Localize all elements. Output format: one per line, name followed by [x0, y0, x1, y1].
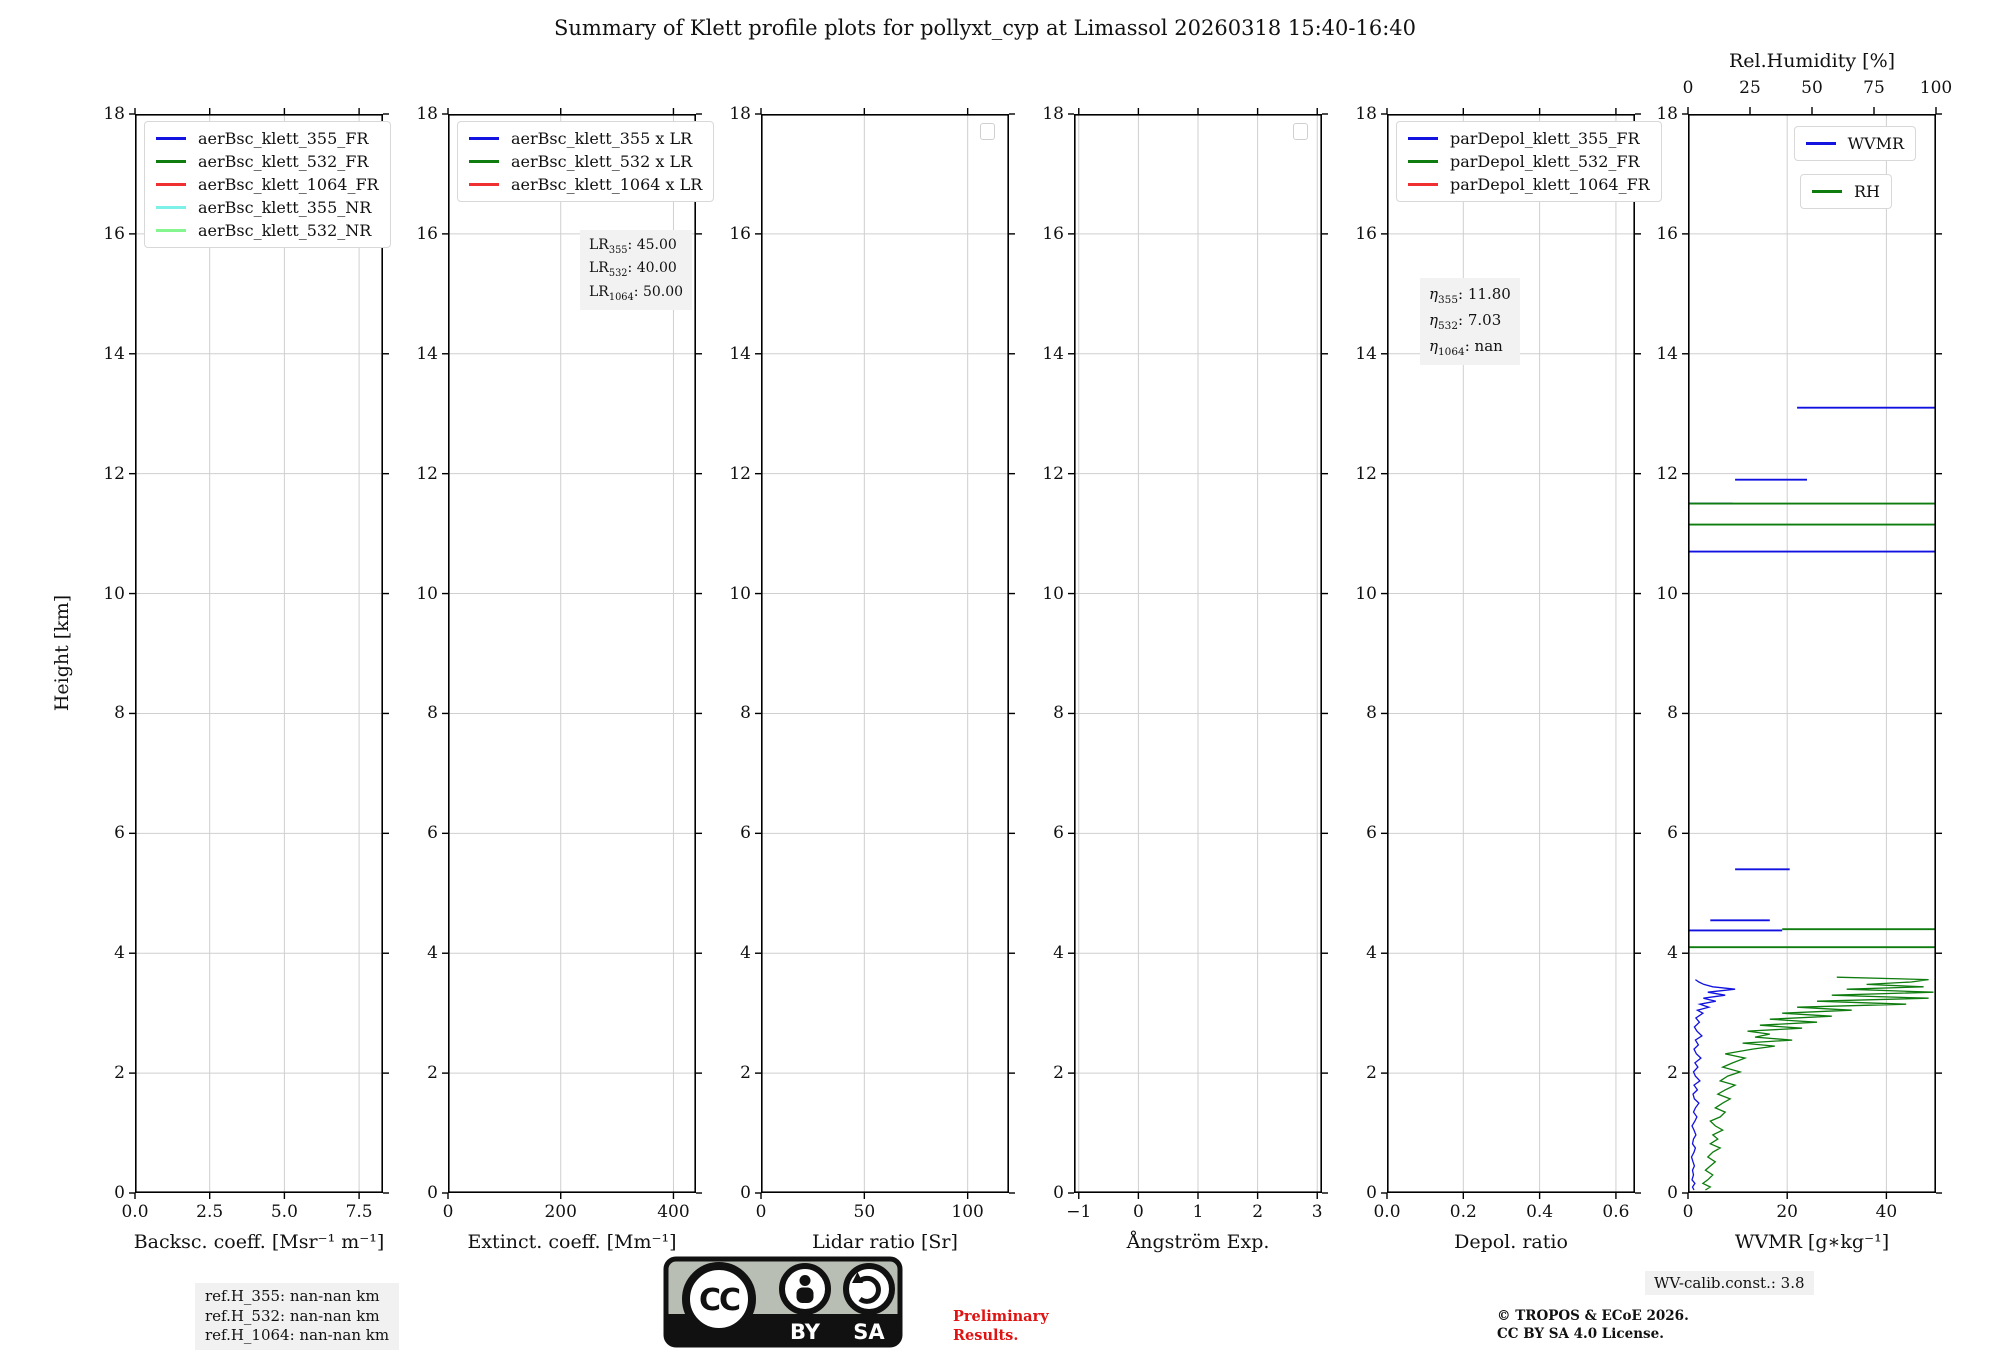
legend-item: [156, 152, 379, 171]
y-tick-label: 10: [103, 583, 125, 604]
series-line-wvmr: [1692, 980, 1736, 1190]
x-tick-label: 50: [853, 1202, 876, 1222]
y-tick-label: 0: [740, 1183, 751, 1203]
y-tick-label: 18: [416, 104, 438, 124]
legend-item: [1812, 182, 1880, 201]
copyright-line-2: CC BY SA 4.0 License.: [1497, 1325, 1664, 1342]
legend-label: WVMR: [1847, 134, 1904, 153]
legend-label: aerBsc_klett_355 x LR: [511, 129, 693, 148]
y-tick-label: 8: [427, 703, 438, 724]
y-tick-label: 0: [1366, 1183, 1377, 1203]
legend-item: [156, 175, 379, 194]
legend-box: [1800, 174, 1892, 209]
x-tick-label: 2: [1252, 1202, 1264, 1222]
y-tick-label: 4: [427, 943, 438, 964]
y-tick-label: 18: [1355, 104, 1377, 124]
legend-label: parDepol_klett_1064_FR: [1450, 175, 1650, 194]
y-tick-label: 10: [1355, 583, 1377, 604]
top-tick-label: 75: [1863, 78, 1885, 98]
x-axis-label-lidar_ratio: Lidar ratio [Sr]: [812, 1231, 958, 1253]
x-tick-label: 20: [1776, 1202, 1799, 1222]
ref-h-355: ref.H_355: nan-nan km: [205, 1287, 380, 1305]
x-tick-label: 400: [657, 1202, 690, 1222]
y-tick-label: 18: [1042, 104, 1064, 124]
top-tick-label: 0: [1682, 78, 1694, 98]
y-tick-label: 16: [416, 223, 438, 244]
y-tick-label: 14: [729, 343, 751, 364]
x-tick-label: 0: [1682, 1202, 1694, 1222]
y-tick-label: 2: [1366, 1063, 1377, 1084]
legend-label: RH: [1854, 182, 1880, 201]
x-tick-label: 2.5: [196, 1202, 224, 1222]
legend-item: [1408, 175, 1650, 194]
y-tick-label: 12: [416, 463, 438, 484]
y-tick-label: 0: [1667, 1183, 1678, 1203]
legend-box: [457, 121, 714, 202]
y-tick-label: 10: [1042, 583, 1064, 604]
x-tick-label: 200: [544, 1202, 577, 1222]
subplot-depol: [1355, 104, 1650, 1253]
x-axis-label-wvmr: WVMR [g∗kg⁻¹]: [1734, 1231, 1890, 1253]
copyright-line-1: © TROPOS & ECoE 2026.: [1497, 1308, 1689, 1324]
x-tick-label: 0.4: [1526, 1202, 1554, 1222]
subplot-extinction: [416, 104, 703, 1253]
ref-h-532: ref.H_532: nan-nan km: [205, 1306, 380, 1325]
legend-box: [1396, 121, 1662, 202]
x-tick-label: 0.6: [1602, 1202, 1630, 1222]
height-axis-label: Height [km]: [51, 594, 73, 712]
preliminary-line-2: Results.: [953, 1326, 1019, 1344]
figure-title: Summary of Klett profile plots for pollyxt_cyp at Limassol 20260318 15:40-16:40: [553, 16, 1417, 40]
y-tick-label: 18: [103, 104, 125, 124]
legend-line-swatch: [156, 160, 186, 163]
y-tick-label: 14: [1042, 343, 1064, 364]
legend-label: parDepol_klett_355_FR: [1450, 129, 1640, 148]
by-text: BY: [789, 1320, 821, 1344]
legend-label: parDepol_klett_532_FR: [1450, 152, 1640, 171]
annotation-line: $\eta_{355}$: 11.80: [1429, 285, 1511, 306]
x-tick-label: 0.2: [1449, 1202, 1477, 1222]
empty-legend-box: [980, 123, 995, 140]
legend-label: aerBsc_klett_532_NR: [198, 221, 372, 240]
x-axis-label-angstrom: Ångström Exp.: [1126, 1231, 1270, 1253]
legend-line-swatch: [1408, 160, 1438, 163]
y-tick-label: 0: [1053, 1183, 1064, 1203]
y-tick-label: 8: [114, 703, 125, 724]
x-tick-label: 100: [951, 1202, 984, 1222]
legend-line-swatch: [156, 229, 186, 232]
legend-line-swatch: [469, 137, 499, 140]
y-tick-label: 8: [1366, 703, 1377, 724]
y-tick-label: 12: [103, 463, 125, 484]
y-tick-label: 16: [1355, 223, 1377, 244]
sa-text: SA: [853, 1320, 885, 1344]
person-body: [797, 1288, 814, 1304]
preliminary-results-note: [953, 1308, 1049, 1346]
legend-line-swatch: [1408, 137, 1438, 140]
y-tick-label: 2: [427, 1063, 438, 1084]
y-tick-label: 6: [1667, 823, 1678, 844]
y-tick-label: 2: [114, 1063, 125, 1084]
y-tick-label: 6: [1366, 823, 1377, 844]
x-tick-label: 7.5: [345, 1202, 373, 1222]
x-tick-label: 1: [1192, 1202, 1204, 1222]
x-axis-label-depol: Depol. ratio: [1454, 1231, 1568, 1253]
legend-item: [156, 129, 379, 148]
sa-circle: [846, 1266, 892, 1312]
x-tick-label: 0: [1132, 1202, 1144, 1222]
y-tick-label: 2: [740, 1063, 751, 1084]
legend-item: [1408, 152, 1650, 171]
annotation-line: $LR_{355}$: 45.00: [589, 237, 677, 256]
legend-label: aerBsc_klett_532 x LR: [511, 152, 693, 171]
legend-line-swatch: [469, 160, 499, 163]
legend-line-swatch: [1806, 142, 1836, 145]
plot-canvas-lidar_ratio: [761, 114, 1009, 1193]
subplot-backscatter: [103, 104, 385, 1253]
y-tick-label: 18: [729, 104, 751, 124]
y-tick-label: 16: [103, 223, 125, 244]
plot-canvas-backscatter: [135, 114, 383, 1193]
top-tick-label: 100: [1919, 78, 1953, 98]
legend-line-swatch: [156, 206, 186, 209]
y-tick-label: 4: [1053, 943, 1064, 964]
top-tick-label: 25: [1739, 78, 1761, 98]
legend-label: aerBsc_klett_1064_FR: [198, 175, 379, 194]
y-tick-label: 4: [740, 943, 751, 964]
annotation-line: $\eta_{532}$: 7.03: [1429, 310, 1502, 332]
y-tick-label: 16: [1042, 223, 1064, 244]
y-tick-label: 12: [1042, 463, 1064, 484]
legend-label: aerBsc_klett_1064 x LR: [511, 175, 703, 194]
legend-label: aerBsc_klett_532_FR: [198, 152, 369, 171]
y-tick-label: 8: [1667, 703, 1678, 724]
annotation-line: $LR_{532}$: 40.00: [589, 260, 677, 280]
y-tick-label: 14: [1355, 343, 1377, 364]
reference-height-box: [195, 1283, 399, 1350]
ref-h-1064: ref.H_1064: nan-nan km: [205, 1326, 390, 1344]
y-tick-label: 10: [1656, 583, 1678, 604]
y-tick-label: 6: [114, 823, 125, 844]
legend-box: [144, 121, 391, 248]
y-tick-label: 16: [1656, 223, 1678, 244]
legend-line-swatch: [1812, 190, 1842, 193]
subplot-angstrom: [1042, 104, 1323, 1253]
legend-item: [469, 129, 702, 148]
x-tick-label: 0.0: [121, 1202, 149, 1222]
subplot-lidar_ratio: [729, 104, 1009, 1253]
wv-calibration-constant: WV-calib.const.: 3.8: [1645, 1271, 1814, 1295]
plot-canvas-angstrom: [1074, 114, 1322, 1193]
legend-line-swatch: [1408, 183, 1438, 186]
legend-line-swatch: [156, 137, 186, 140]
plot-canvas-wvmr: [1688, 114, 1936, 1193]
legend-line-swatch: [469, 183, 499, 186]
x-tick-label: 3: [1311, 1202, 1323, 1222]
cc-icon: CC: [698, 1283, 740, 1318]
legend-item: [1806, 134, 1904, 153]
y-tick-label: 10: [416, 583, 438, 604]
y-tick-label: 0: [427, 1183, 438, 1203]
y-tick-label: 2: [1667, 1063, 1678, 1084]
x-tick-label: 0: [755, 1202, 767, 1222]
copyright-note: [1497, 1308, 1689, 1343]
x-tick-label: 0.0: [1373, 1202, 1401, 1222]
top-tick-label: 50: [1801, 78, 1823, 98]
y-tick-label: 10: [729, 583, 751, 604]
series-line-rh: [1703, 977, 1934, 1190]
y-tick-label: 4: [1667, 943, 1678, 964]
legend-box: [1794, 126, 1916, 161]
y-tick-label: 8: [740, 703, 751, 724]
x-axis-label-extinction: Extinct. coeff. [Mm⁻¹]: [467, 1231, 677, 1253]
cc-license-badge: [663, 1256, 903, 1348]
y-tick-label: 12: [1355, 463, 1377, 484]
empty-legend-box: [1293, 123, 1308, 140]
y-tick-label: 18: [1656, 104, 1678, 124]
y-tick-label: 14: [103, 343, 125, 364]
legend-item: [469, 152, 702, 171]
y-tick-label: 4: [1366, 943, 1377, 964]
annotation-box: [1420, 278, 1520, 365]
x-tick-label: 40: [1875, 1202, 1898, 1222]
annotation-line: $LR_{1064}$: 50.00: [589, 283, 684, 303]
x-tick-label: −1: [1066, 1202, 1092, 1222]
person-icon: [800, 1275, 811, 1286]
legend-item: [1408, 129, 1650, 148]
x-axis-label-backscatter: Backsc. coeff. [Msr⁻¹ m⁻¹]: [133, 1231, 385, 1253]
y-tick-label: 2: [1053, 1063, 1064, 1084]
top-axis-label: Rel.Humidity [%]: [1728, 50, 1896, 72]
y-tick-label: 12: [1656, 463, 1678, 484]
x-tick-label: 5.0: [270, 1202, 298, 1222]
y-tick-label: 0: [114, 1183, 125, 1203]
legend-line-swatch: [156, 183, 186, 186]
legend-item: [156, 198, 379, 217]
x-tick-label: 0: [442, 1202, 454, 1222]
subplot-wvmr: [1656, 50, 1953, 1253]
preliminary-line-1: Preliminary: [953, 1308, 1049, 1325]
legend-item: [156, 221, 379, 240]
y-tick-label: 8: [1053, 703, 1064, 724]
annotation-box: [580, 230, 692, 310]
annotation-line: $\eta_{1064}$: nan: [1429, 336, 1503, 358]
legend-label: aerBsc_klett_355_NR: [198, 198, 372, 217]
legend-label: aerBsc_klett_355_FR: [198, 129, 369, 148]
y-tick-label: 14: [1656, 343, 1678, 364]
plot-canvas-depol: [1387, 114, 1635, 1193]
y-tick-label: 6: [1053, 823, 1064, 844]
y-tick-label: 14: [416, 343, 438, 364]
y-tick-label: 4: [114, 943, 125, 964]
y-tick-label: 12: [729, 463, 751, 484]
y-tick-label: 6: [427, 823, 438, 844]
y-tick-label: 16: [729, 223, 751, 244]
y-tick-label: 6: [740, 823, 751, 844]
legend-item: [469, 175, 702, 194]
